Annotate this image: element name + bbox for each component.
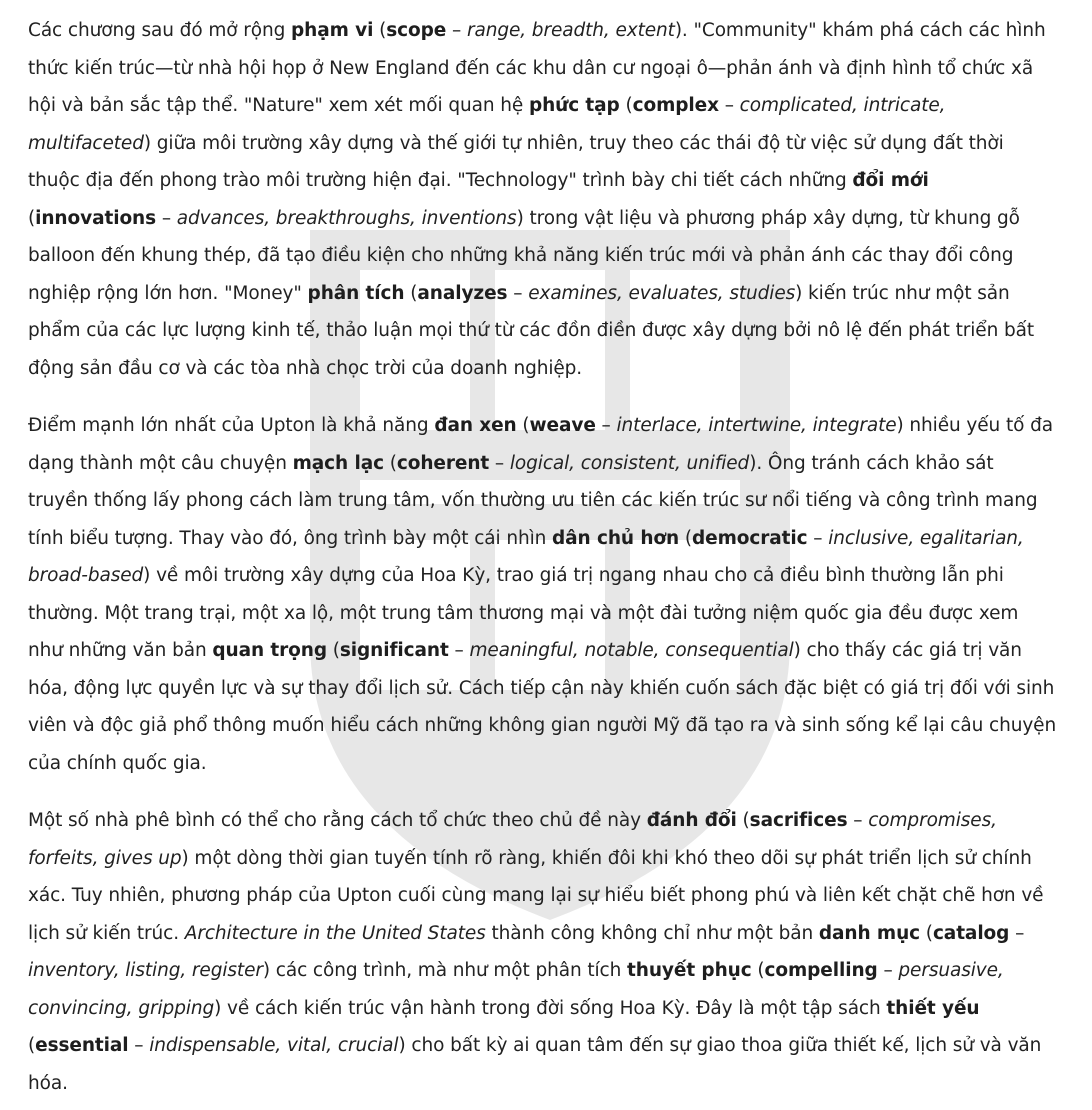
- bold-term: weave: [529, 415, 596, 436]
- bold-term: catalog: [932, 922, 1010, 944]
- text-run: (: [28, 1035, 36, 1056]
- text-run: ). Ông tránh cách khảo sát truyền thống lấy phong cách làm trung tâm, vốn thường ưu tiên các kiến trúc sư nổi tiếng và công trình mang tính biểu tượng. Thay vào đó, ông trình bày một cái nhìn: [28, 452, 1038, 549]
- text-run: ) cho bất kỳ ai quan tâm đến sự giao thoa giữa thiết kế, lịch sử và văn hóa.: [28, 1035, 1042, 1094]
- text-run: ) các công trình, mà như một phân tích: [262, 960, 628, 981]
- paragraph-2: [28, 407, 1058, 782]
- bold-term: complex: [632, 95, 719, 116]
- bold-term: phức tạp: [528, 95, 620, 116]
- bold-term: danh mục: [818, 922, 921, 944]
- text-run: thành công không chỉ như một bản: [485, 922, 819, 944]
- text-run: ) cho thấy các giá trị văn hóa, động lực quyền lực và sự thay đổi lịch sử. Cách tiếp cận này khiến cuốn sách đặc biệt có giá trị đối với sinh viên và độc giả phổ thông muốn hiểu cách những không gian người Mỹ đã tạo ra và sinh sống kể lại câu chuyện của chính quốc gia.: [28, 640, 1057, 774]
- bold-term: compelling: [764, 960, 878, 981]
- text-run: ) giữa môi trường xây dựng và thế giới tự nhiên, truy theo các thái độ từ việc sử dụng đất thời thuộc địa đến phong trào môi trường hiện đại. "Technology" trình bày chi tiết cách những: [28, 132, 1004, 191]
- text-run: (: [404, 282, 418, 304]
- italic-synonyms: inclusive, egalitarian, broad-based: [28, 527, 1024, 586]
- text-run: –: [156, 207, 177, 229]
- text-run: Một số nhà phê bình có thể cho rằng cách tổ chức theo chủ đề này: [28, 810, 647, 831]
- text-run: ) kiến trúc như một sản phẩm của các lực lượng kinh tế, thảo luận mọi thứ từ các đồn điền được xây dựng bởi nô lệ đến phát triển bất động sản đầu cơ và các tòa nhà chọc trời của doanh nghiệp.: [28, 282, 1035, 379]
- text-run: (: [736, 810, 750, 831]
- bold-term: coherent: [396, 452, 490, 474]
- text-run: –: [448, 640, 470, 661]
- italic-synonyms: interlace, intertwine, integrate: [616, 415, 897, 436]
- italic-synonyms: indispensable, vital, crucial: [149, 1035, 399, 1056]
- paragraph-1: [28, 12, 1058, 387]
- italic-synonyms: inventory, listing, register: [28, 960, 263, 981]
- text-run: ) về môi trường xây dựng của Hoa Kỳ, trao giá trị ngang nhau cho cả điều bình thường lẫn phi thường. Một trang trại, một xa lộ, một trung tâm thương mại và một đài tưởng niệm quốc gia đều được xem như những văn bản: [28, 565, 1019, 661]
- text-run: ) một dòng thời gian tuyến tính rõ ràng, khiến đôi khi khó theo dõi sự phát triển lịch sử chính xác. Tuy nhiên, phương pháp của Upton cuối cùng mang lại sự hiểu biết phong phú và liên kết chặt chẽ hơn về lịch sử kiến trúc.: [28, 847, 1044, 944]
- text-run: –: [507, 282, 529, 304]
- text-run: –: [595, 415, 617, 436]
- italic-synonyms: range, breadth, extent: [466, 20, 675, 41]
- text-run: (: [751, 960, 765, 981]
- text-run: ) nhiều yếu tố đa dạng thành một câu chuyện: [28, 415, 1053, 474]
- text-run: (: [619, 95, 633, 116]
- bold-term: scope: [386, 20, 447, 41]
- bold-term: đổi mới: [852, 170, 929, 191]
- italic-synonyms: complicated, intricate, multifaceted: [28, 95, 946, 154]
- bold-term: democratic: [691, 527, 808, 549]
- bold-term: thuyết phục: [627, 960, 752, 981]
- text-run: –: [718, 95, 740, 116]
- bold-term: phạm vi: [291, 20, 374, 41]
- text-run: ) trong vật liệu và phương pháp xây dựng, từ khung gỗ balloon đến khung thép, đã tạo điều kiện cho những khả năng kiến trúc mới và phản ánh các thay đổi công nghiệp rộng lớn hơn. "Money": [28, 207, 1020, 304]
- bold-term: đánh đổi: [646, 810, 737, 831]
- text-run: –: [489, 452, 510, 474]
- bold-term: innovations: [35, 207, 157, 229]
- text-run: (: [516, 415, 530, 436]
- text-run: (: [679, 527, 692, 549]
- bold-term: sacrifices: [749, 810, 848, 831]
- text-run: –: [128, 1035, 150, 1056]
- italic-synonyms: logical, consistent, unified: [509, 452, 750, 474]
- bold-term: dân chủ hơn: [552, 527, 680, 549]
- text-run: ). "Community" khám phá cách các hình thức kiến trúc—từ nhà hội họp ở New England đến các khu dân cư ngoại ô—phản ánh và định hình tổ chức xã hội và bản sắc tập thể. "Nature" xem xét mối quan hệ: [28, 20, 1046, 116]
- text-run: (: [326, 640, 340, 661]
- italic-synonyms: examines, evaluates, studies: [528, 282, 796, 304]
- text-run: Điểm mạnh lớn nhất của Upton là khả năng: [28, 415, 435, 436]
- text-run: ) về cách kiến trúc vận hành trong đời sống Hoa Kỳ. Đây là một tập sách: [214, 997, 887, 1019]
- text-run: (: [920, 922, 933, 944]
- italic-synonyms: Architecture in the United States: [184, 922, 486, 944]
- text-run: (: [28, 207, 36, 229]
- italic-synonyms: persuasive, convincing, gripping: [28, 960, 1004, 1019]
- bold-term: phân tích: [307, 282, 405, 304]
- bold-term: significant: [339, 640, 449, 661]
- text-run: (: [373, 20, 387, 41]
- paragraph-3: [28, 802, 1058, 1102]
- text-run: –: [1009, 922, 1025, 944]
- bold-term: essential: [35, 1035, 129, 1056]
- text-run: –: [877, 960, 899, 981]
- text-run: –: [807, 527, 829, 549]
- bold-term: quan trọng: [212, 640, 327, 661]
- italic-synonyms: advances, breakthroughs, inventions: [176, 207, 517, 229]
- italic-synonyms: meaningful, notable, consequential: [469, 640, 794, 661]
- text-run: (: [383, 452, 397, 474]
- text-run: –: [847, 810, 869, 831]
- italic-synonyms: compromises, forfeits, gives up: [28, 810, 997, 869]
- bold-term: analyzes: [417, 282, 508, 304]
- bold-term: thiết yếu: [886, 997, 980, 1019]
- bold-term: đan xen: [434, 415, 517, 436]
- text-run: –: [446, 20, 467, 41]
- bold-term: mạch lạc: [292, 452, 384, 474]
- text-run: Các chương sau đó mở rộng: [28, 20, 292, 41]
